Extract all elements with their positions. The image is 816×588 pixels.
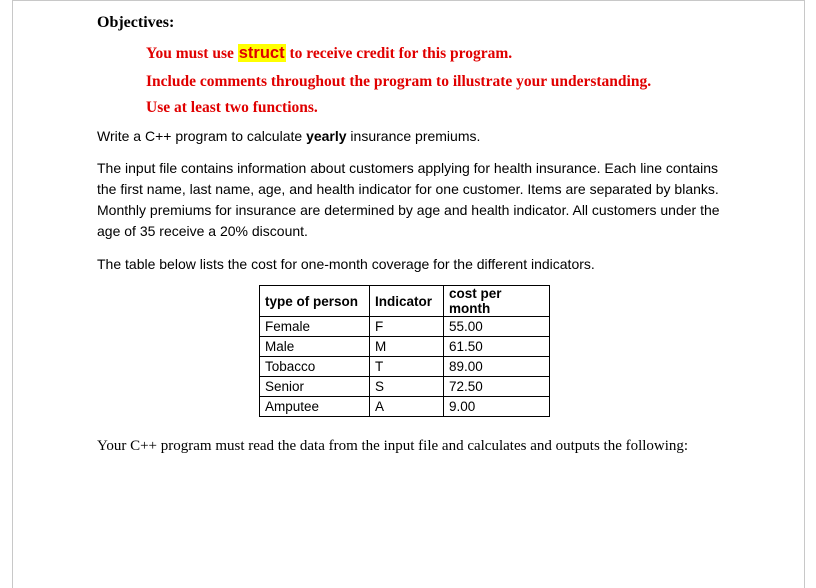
cell-cost: 55.00 <box>444 317 550 337</box>
cell-type: Tobacco <box>260 357 370 377</box>
objective-struct <box>146 44 512 63</box>
page-edge-top <box>12 0 805 1</box>
cell-type: Male <box>260 337 370 357</box>
cell-type: Female <box>260 317 370 337</box>
page-edge-right <box>804 0 805 588</box>
cell-cost: 72.50 <box>444 377 550 397</box>
header-cost: cost per month <box>444 286 550 317</box>
intro-before: Write a C++ program to calculate <box>97 128 307 144</box>
intro-paragraph <box>97 126 737 147</box>
closing-paragraph: Your C++ program must read the data from the input file and calculates and outputs the following: <box>97 438 689 454</box>
objectives-heading: Objectives: <box>97 14 175 31</box>
cell-type: Senior <box>260 377 370 397</box>
cell-cost: 9.00 <box>444 397 550 417</box>
objective-struct-after: to receive credit for this program. <box>285 45 513 62</box>
table-header-row <box>260 286 550 317</box>
description-paragraph: The input file contains information about customers applying for health insurance. Each line contains the first name, last name, age, and health indicator for one customer. Items are separated by blanks. Monthly premiums for insurance are determined by age and health indicator. All customers under the age of 35 receive a 20% discount. <box>97 160 720 239</box>
struct-highlight: struct <box>238 44 285 62</box>
cell-indicator: F <box>370 317 444 337</box>
table-row <box>260 317 550 337</box>
cell-indicator: A <box>370 397 444 417</box>
table-row <box>260 377 550 397</box>
cell-indicator: S <box>370 377 444 397</box>
rates-table <box>259 285 550 417</box>
cell-cost: 89.00 <box>444 357 550 377</box>
table-row <box>260 357 550 377</box>
objective-comments: Include comments throughout the program to illustrate your understanding. <box>146 73 652 90</box>
objective-functions: Use at least two functions. <box>146 99 318 116</box>
table-row <box>260 337 550 357</box>
intro-after: insurance premiums. <box>346 128 481 144</box>
cell-cost: 61.50 <box>444 337 550 357</box>
objective-struct-before: You must use <box>146 45 238 62</box>
cell-indicator: M <box>370 337 444 357</box>
cell-indicator: T <box>370 357 444 377</box>
header-indicator: Indicator <box>370 286 444 317</box>
table-intro-paragraph: The table below lists the cost for one-month coverage for the different indicators. <box>97 256 595 272</box>
table-row <box>260 397 550 417</box>
header-type: type of person <box>260 286 370 317</box>
page-edge-left <box>12 0 13 588</box>
intro-bold: yearly <box>306 128 347 144</box>
cell-type: Amputee <box>260 397 370 417</box>
